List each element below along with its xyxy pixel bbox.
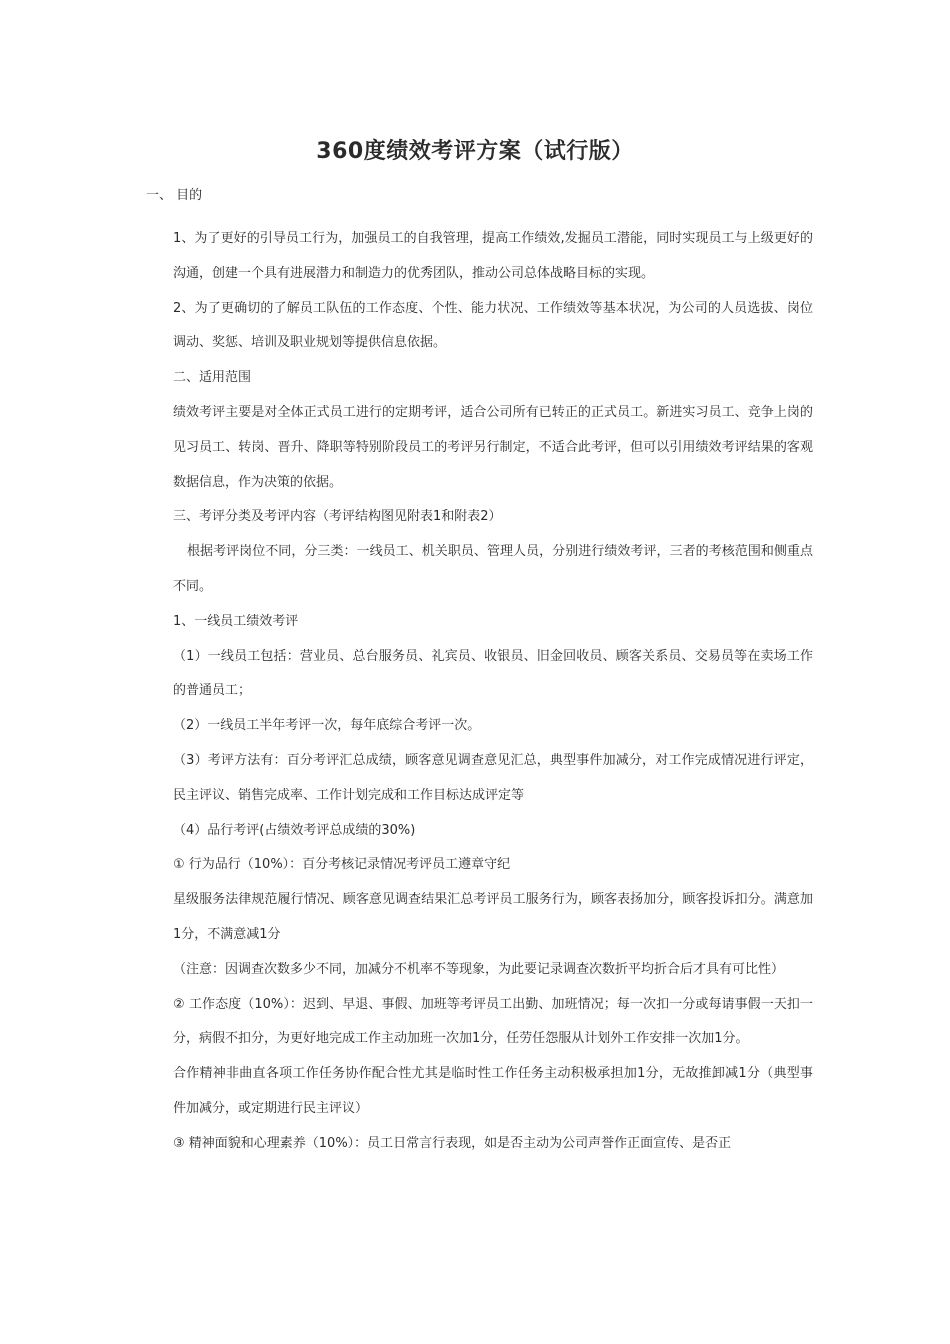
paragraph: （2）一线员工半年考评一次，每年底综合考评一次。 [173,718,481,734]
document-body [173,222,813,1162]
document-title: 360度绩效考评方案（试行版） [316,139,634,164]
subsection-heading: 1、一线员工绩效考评 [173,613,299,629]
section-heading-scope: 二、适用范围 [173,370,252,386]
paragraph: 绩效考评主要是对全体正式员工进行的定期考评，适合公司所有已转正的正式员工。新进实习员工、竞争上岗的见习员工、转岗、晋升、降职等特别阶段员工的考评另行制定，不适合此考评，但可以引用绩效考评结果的客观数据信息，作为决策的依据。 [173,404,813,490]
paragraph: 星级服务法律规范履行情况、顾客意见调查结果汇总考评员工服务行为，顾客表扬加分，顾客投诉扣分。满意加1分，不满意减1分 [173,892,813,942]
paragraph: （4）品行考评(占绩效考评总成绩的30%) [173,822,416,838]
paragraph: ② 工作态度（10%）：迟到、早退、事假、加班等考评员工出勤、加班情况；每一次扣一分或每请事假一天扣一分，病假不扣分，为更好地完成工作主动加班一次加1分，任劳任怨服从计划外工作安排一次加1分。 [173,996,813,1047]
paragraph: ① 行为品行（10%）：百分考核记录情况考评员工遵章守纪 [173,857,511,873]
paragraph: （1）一线员工包括：营业员、总台服务员、礼宾员、收银员、旧金回收员、顾客关系员、交易员等在卖场工作的普通员工； [173,648,813,699]
paragraph: 2、为了更确切的了解员工队伍的工作态度、个性、能力状况、工作绩效等基本状况，为公司的人员选拔、岗位调动、奖惩、培训及职业规划等提供信息依据。 [173,300,813,351]
paragraph: 合作精神非曲直各项工作任务协作配合性尤其是临时性工作任务主动积极承担加1分，无故推卸减1分（典型事件加减分，或定期进行民主评议） [173,1066,813,1116]
section-heading-categories: 三、考评分类及考评内容（考评结构图见附表1和附表2） [173,509,502,525]
paragraph: （注意：因调查次数多少不同，加减分不机率不等现象，为此要记录调查次数折平均折合后才具有可比性） [173,961,785,977]
paragraph: 1、为了更好的引导员工行为，加强员工的自我管理，提高工作绩效,发掘员工潜能，同时实现员工与上级更好的沟通，创建一个具有进展潜力和制造力的优秀团队，推动公司总体战略目标的实现。 [173,231,813,281]
section-heading-purpose: 一、 目的 [146,188,203,203]
paragraph: 根据考评岗位不同，分三类：一线员工、机关职员、管理人员，分别进行绩效考评，三者的考核范围和侧重点不同。 [173,544,813,594]
paragraph: ③ 精神面貌和心理素养（10%）：员工日常言行表现，如是否主动为公司声誉作正面宣传、是否正 [173,1135,732,1151]
paragraph: （3）考评方法有：百分考评汇总成绩，顾客意见调查意见汇总，典型事件加减分，对工作完成情况进行评定，民主评议、销售完成率、工作计划完成和工作目标达成评定等 [173,752,813,803]
